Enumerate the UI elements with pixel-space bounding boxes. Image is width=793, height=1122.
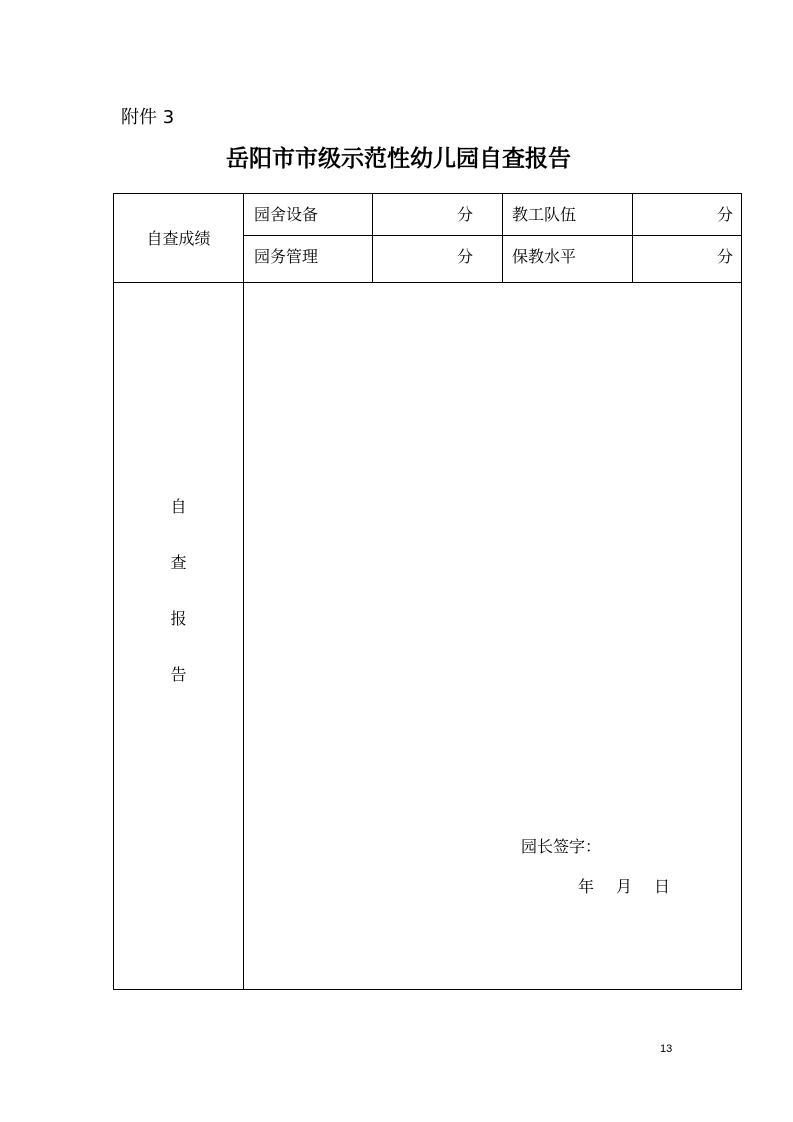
document-title: 岳阳市市级示范性幼儿园自查报告 [226,146,571,172]
column-divider-2 [502,194,503,282]
score-input-teaching[interactable] [636,240,716,278]
score-input-facilities[interactable] [376,198,456,232]
self-check-score-label: 自查成绩 [146,229,211,248]
score-input-staff[interactable] [636,198,716,232]
score-unit: 分 [717,247,734,266]
row-divider-scores-bottom [114,282,741,283]
date-year: 年 [578,877,595,896]
score-item-name: 保教水平 [512,247,577,266]
date-month: 月 [616,877,633,896]
report-label-char: 告 [170,665,187,684]
attachment-label: 附件 3 [121,107,175,128]
score-item-name: 园务管理 [254,247,319,266]
self-check-form-table [113,193,742,990]
score-item-name: 园舍设备 [254,205,319,224]
score-item-name: 教工队伍 [512,205,577,224]
page-number: 13 [660,1043,673,1055]
column-divider-1 [372,194,373,282]
column-divider-3 [632,194,633,282]
report-label-char: 自 [170,497,187,516]
score-unit: 分 [457,205,474,224]
score-unit: 分 [457,247,474,266]
report-label-char: 报 [170,609,187,628]
column-divider-label [243,194,244,989]
principal-signature-label: 园长签字： [521,837,602,856]
date-day: 日 [654,877,671,896]
report-label-char: 查 [170,553,187,572]
score-input-management[interactable] [376,240,456,278]
report-content-area[interactable] [249,290,735,810]
score-unit: 分 [717,205,734,224]
row-divider-scores-middle [243,235,741,236]
